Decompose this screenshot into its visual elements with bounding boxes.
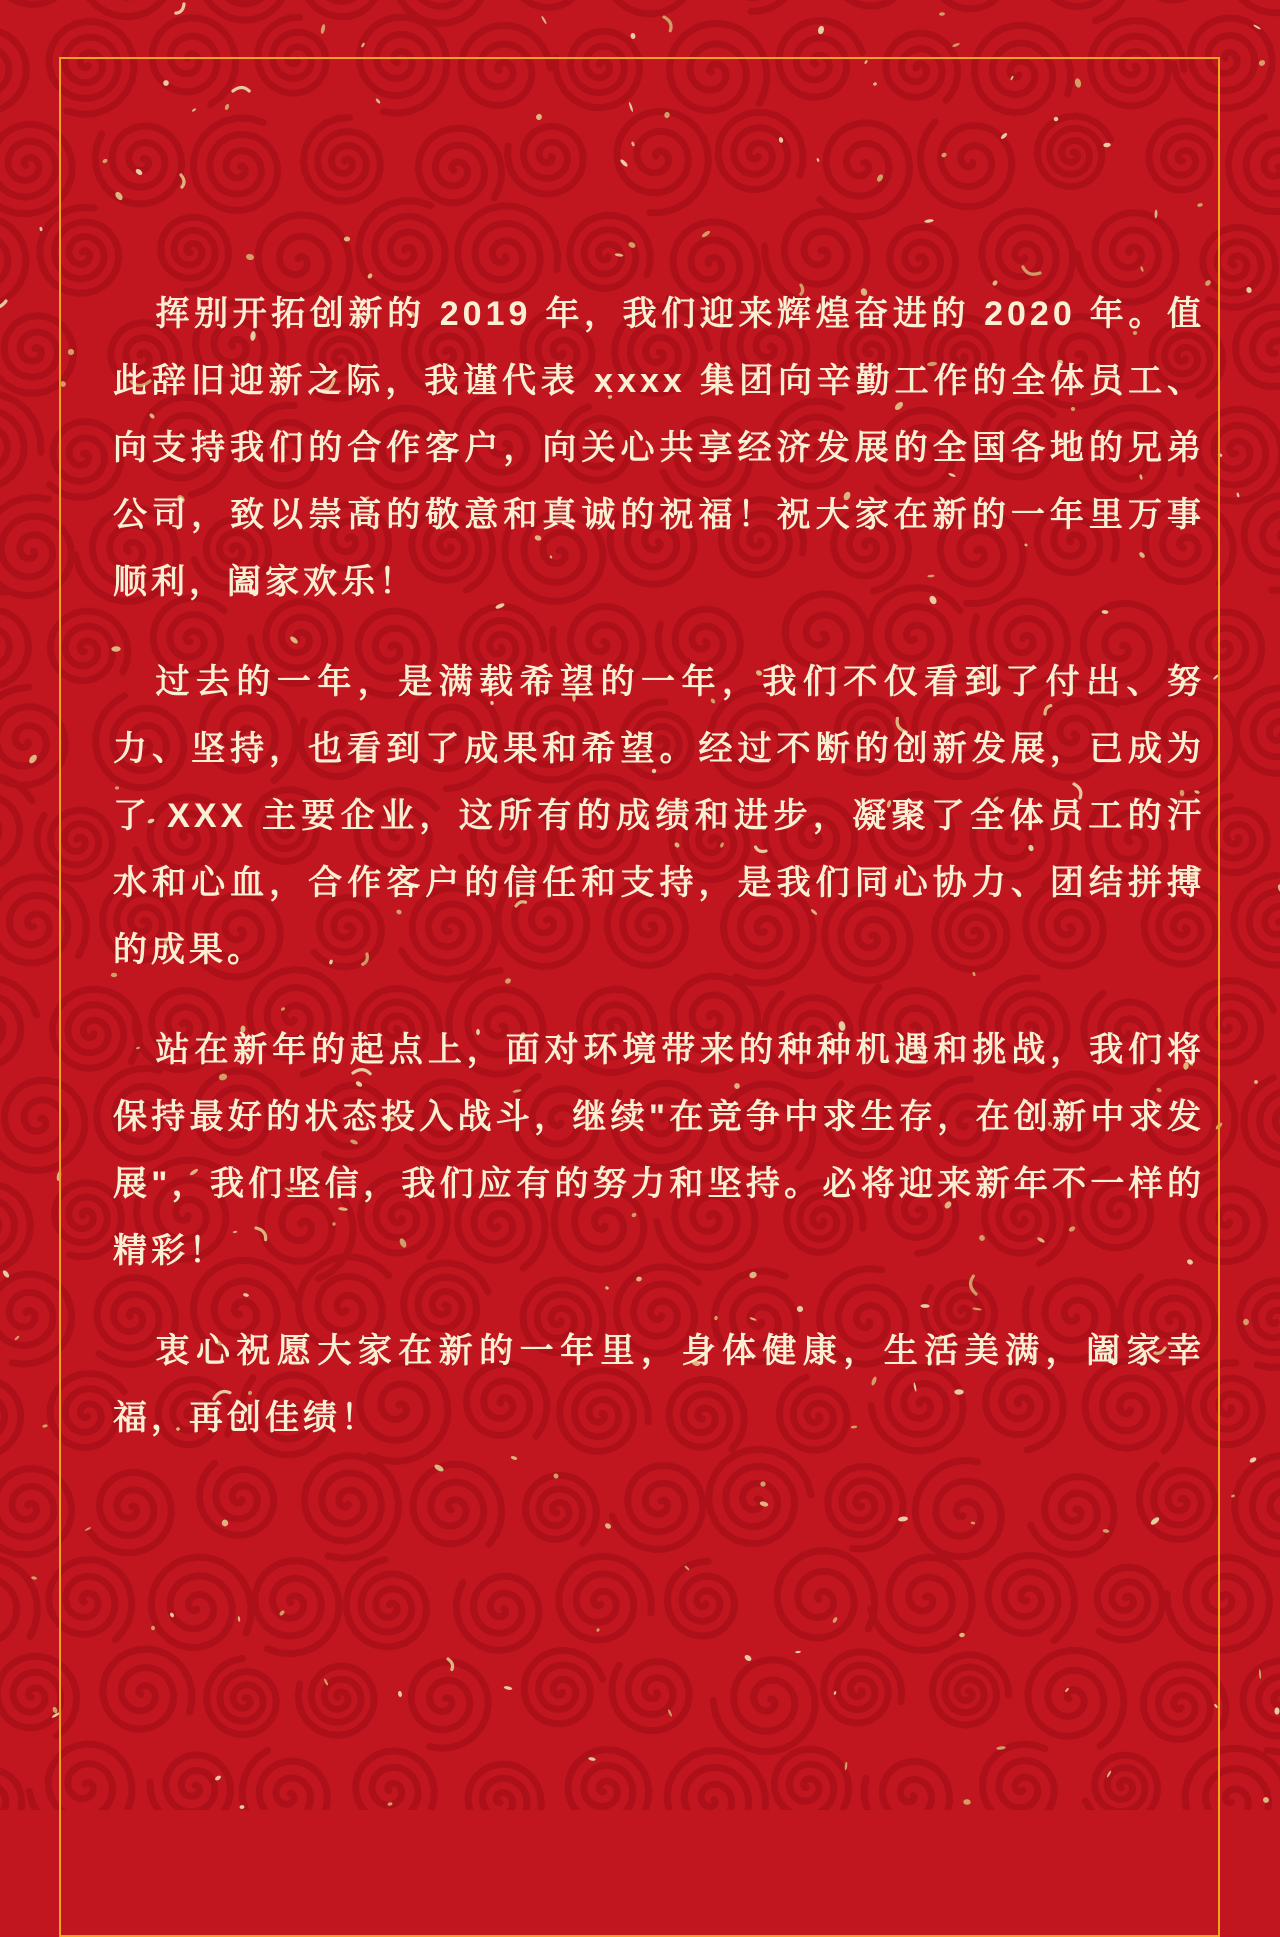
- letter-paragraph-new-year-outlook: 站在新年的起点上，面对环境带来的种种机遇和挑战，我们将保持最好的状态投入战斗，继续"在竞争中求生存，在创新中求发展"，我们坚信，我们应有的努力和坚持。必将迎来新年不一样的精彩！: [113, 1031, 1205, 1270]
- letter-paragraph-opening: 挥别开拓创新的 2019 年，我们迎来辉煌奋进的 2020 年。值此辞旧迎新之际，我谨代表 xxxx 集团向辛勤工作的全体员工、向支持我们的合作客户，向关心共享经济发展的全国各地的兄弟公司，致以崇高的敬意和真诚的祝福！祝大家在新的一年里万事顺利，阖家欢乐！: [113, 295, 1205, 601]
- greeting-letter: [113, 281, 1205, 1485]
- letter-paragraph-closing-wishes: 衷心祝愿大家在新的一年里，身体健康，生活美满，阖家幸福，再创佳绩！: [113, 1332, 1205, 1437]
- letter-paragraph-year-review: 过去的一年，是满载希望的一年，我们不仅看到了付出、努力、坚持，也看到了成果和希望。经过不断的创新发展，已成为了 XXX 主要企业，这所有的成绩和进步，凝聚了全体员工的汗水和心血，合作客户的信任和支持，是我们同心协力、团结拼搏的成果。: [113, 663, 1205, 969]
